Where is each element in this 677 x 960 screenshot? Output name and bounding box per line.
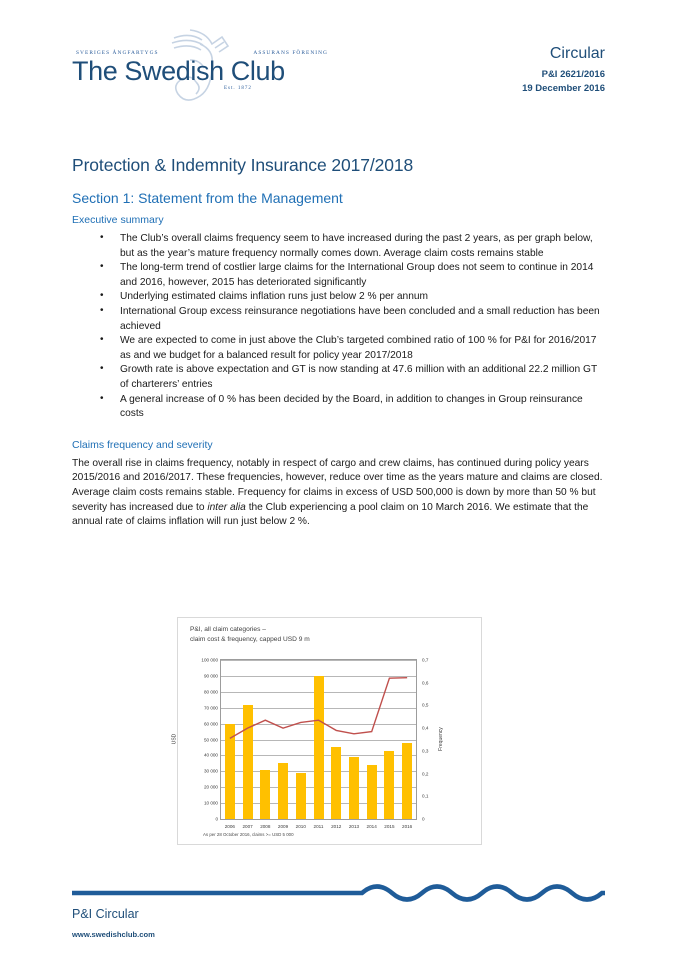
chart-y-tick-label: 40 000 [203, 752, 218, 758]
chart-y-tick-label: 80 000 [203, 689, 218, 695]
chart-plot-area [220, 659, 417, 820]
list-item: • Growth rate is above expectation and GT is now standing at 47.6 million with an additional 22.2 million GT of charterers’ entries [120, 363, 605, 392]
page-title: Protection & Indemnity Insurance 2017/2018 [72, 155, 414, 175]
company-logo [72, 22, 332, 127]
chart-y-axis-right-title: Frequency [437, 727, 444, 751]
chart-x-tick-label: 2008 [260, 824, 271, 829]
chart-x-tick-label: 2006 [224, 824, 235, 829]
chart-y2-tick-label: 0,5 [422, 702, 429, 708]
claims-section-heading: Claims frequency and severity [72, 438, 213, 451]
chart-y-tick-label: 60 000 [203, 721, 218, 727]
chart-y-tick-label: 70 000 [203, 705, 218, 711]
chart-title-line-1: P&I, all claim categories – [190, 626, 266, 633]
chart-y-tick-label: 100 000 [201, 657, 218, 663]
chart-footnote: As per 28 October 2016, claims >= USD 5 000 [203, 832, 294, 837]
logo-tagline-right: ASSURANS FÖRENING [253, 50, 328, 56]
chart-x-tick-label: 2009 [277, 824, 289, 829]
claims-paragraph [72, 457, 605, 530]
chart-y-tick-label: 10 000 [203, 800, 218, 806]
list-item: • Underlying estimated claims inflation runs just below 2 % per annum [120, 290, 605, 305]
chart-y-tick-label: 0 [215, 816, 218, 822]
page-footer [0, 860, 677, 960]
page-header [0, 0, 677, 135]
document-date: 19 December 2016 [522, 83, 605, 94]
chart-y-axis-left-title: USD [171, 733, 178, 745]
executive-summary-list [72, 232, 605, 422]
footer-wave-divider [72, 881, 605, 903]
footer-title: P&I Circular [72, 907, 139, 921]
claims-chart [171, 617, 482, 845]
logo-tagline-left: SVERIGES ÅNGFARTYGS [76, 50, 159, 56]
claims-paragraph-part2: the Club experiencing a pool claim on 10 March 2016. We estimate that the annual rate of claims inflation will run just below 2 %. [72, 501, 589, 528]
chart-line-series [230, 678, 407, 739]
document-reference: P&I 2621/2016 [541, 69, 605, 80]
section-heading: Section 1: Statement from the Management [72, 190, 343, 206]
chart-y-tick-label: 20 000 [203, 784, 218, 790]
chart-x-tick-label: 2012 [331, 824, 342, 829]
chart-y2-tick-label: 0,6 [422, 680, 429, 686]
chart-y2-tick-label: 0,3 [422, 748, 429, 754]
chart-y-axis-left-labels [182, 659, 218, 820]
header-meta [522, 44, 605, 96]
chart-title-line-2: claim cost & frequency, capped USD 9 m [190, 635, 310, 643]
chart-y2-tick-label: 0 [422, 816, 425, 822]
chart-y2-tick-label: 0,2 [422, 771, 429, 777]
chart-x-tick-label: 2011 [313, 824, 324, 829]
document-type: Circular [549, 45, 605, 62]
logo-established: Est. 1872 [224, 86, 252, 91]
logo-wordmark: The Swedish Club [72, 56, 285, 86]
chart-x-tick-label: 2016 [402, 824, 413, 829]
list-item: • The Club’s overall claims frequency seem to have increased during the past 2 years, as per graph below, but as the year’s mature frequency normally comes down. Average claim costs remains stable [120, 232, 605, 261]
chart-y2-tick-label: 0,4 [422, 725, 429, 731]
chart-x-tick-label: 2010 [295, 824, 306, 829]
chart-y-tick-label: 30 000 [203, 768, 218, 774]
list-item: • The long-term trend of costlier large claims for the International Group does not seem to continue in 2014 and 2016, however, 2015 has deteriorated significantly [120, 261, 605, 290]
list-item: • International Group excess reinsurance negotiations have been concluded and a small reduction has been achieved [120, 305, 605, 334]
list-item: • A general increase of 0 % has been decided by the Board, in addition to changes in Group reinsurance costs [120, 393, 605, 422]
chart-x-tick-label: 2013 [348, 824, 360, 829]
chart-y-tick-label: 90 000 [203, 673, 218, 679]
footer-url[interactable]: www.swedishclub.com [72, 930, 155, 939]
chart-y2-tick-label: 0,7 [422, 657, 429, 663]
chart-y-tick-label: 50 000 [203, 737, 218, 742]
list-item: • We are expected to come in just above the Club’s targeted combined ratio of 100 % for P&I for 2016/2017 as and we budget for a balanced result for policy year 2017/2018 [120, 334, 605, 363]
chart-frequency-line [221, 660, 416, 819]
chart-title [190, 625, 310, 644]
chart-x-tick-label: 2014 [366, 824, 377, 829]
executive-summary-heading: Executive summary [72, 214, 164, 226]
chart-x-tick-label: 2015 [384, 824, 395, 829]
claims-paragraph-part1: The overall rise in claims frequency, notably in respect of cargo and crew claims, has continued during policy years 2015/2016 and 2016/2017. These frequencies, however, reduce over time as the years mature and claims are closed. Average claim costs remains stable. Frequency for claims in excess of USD 500,000 is down by more than 50 % but severity has increased due to [72, 457, 603, 513]
chart-x-tick-label: 2007 [242, 824, 253, 829]
claims-paragraph-italic: inter alia [207, 501, 246, 513]
document-body [72, 155, 605, 530]
chart-y2-tick-label: 0,1 [422, 793, 429, 799]
